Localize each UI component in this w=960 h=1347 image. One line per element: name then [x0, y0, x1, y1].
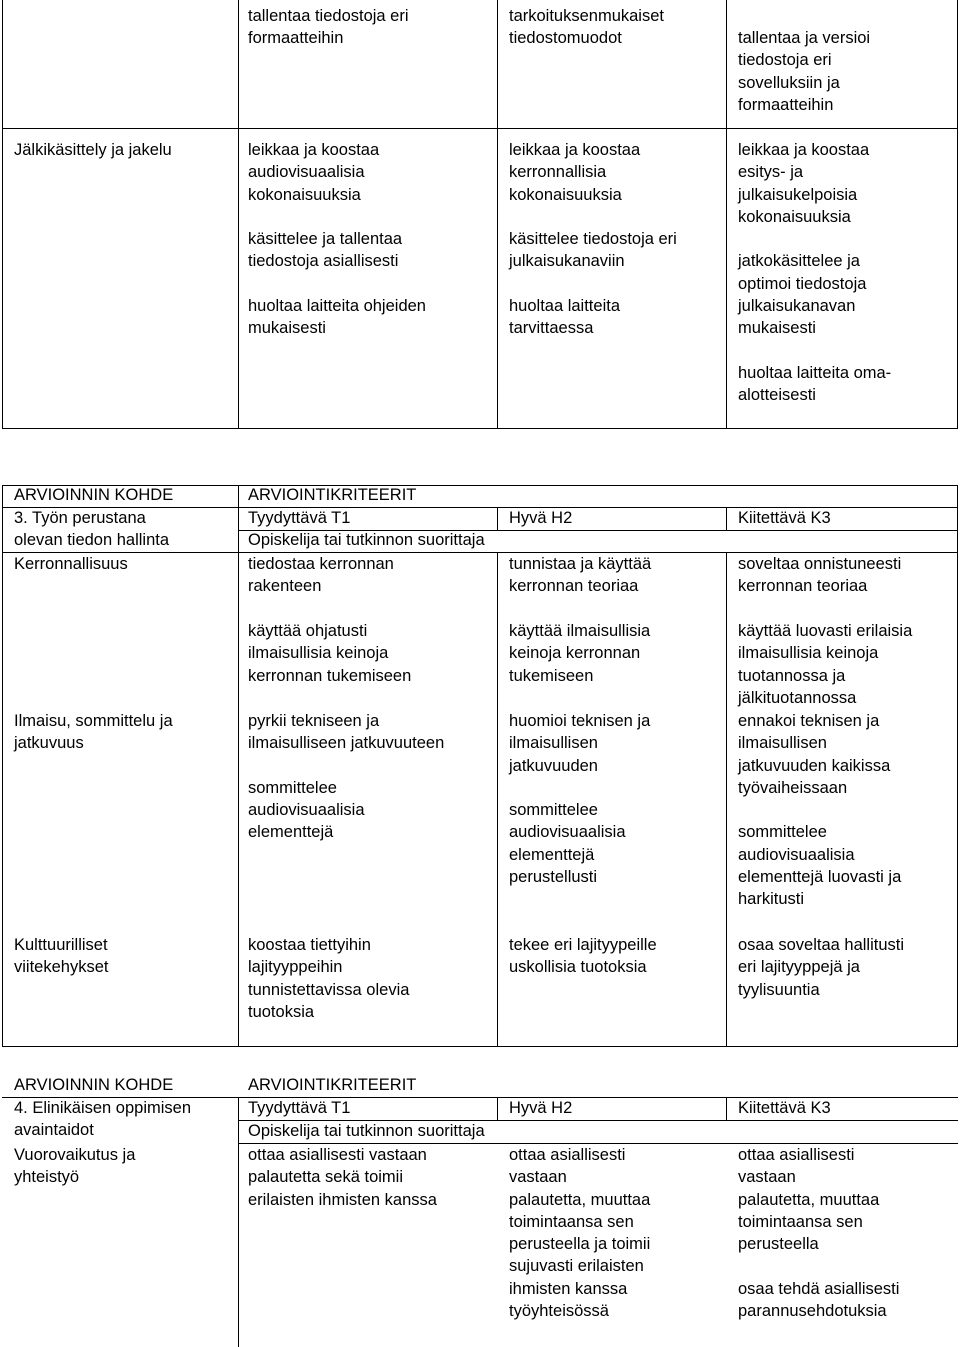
table-cell: käyttää ohjatusti ilmaisullisia keinoja kerronnan tukemiseen: [248, 622, 412, 685]
divider: [2, 485, 3, 1047]
table-cell: käyttää ilmaisullisia keinoja kerronnan tukemiseen: [509, 622, 651, 685]
divider: [957, 0, 958, 429]
table-cell: käyttää luovasti erilaisia ilmaisullisia keinoja tuotannossa ja jälkituotannossa: [738, 622, 913, 707]
table-cell: leikkaa ja koostaa kerronnallisia kokonaisuuksia käsittelee tiedostoja eri julkaisukanaviin huoltaa laitteita tarvittaessa: [509, 141, 677, 338]
table-cell: ennakoi teknisen ja ilmaisullisen jatkuvuuden kaikissa työvaiheissaan sommittelee audiovisuaalisia elementtejä luovasti ja harkitusti: [738, 712, 902, 909]
divider: [238, 485, 239, 1047]
grade-k3: Kiitettävä K3: [738, 509, 831, 527]
table-cell: tiedostaa kerronnan rakenteen: [248, 555, 394, 596]
divider: [726, 552, 727, 1047]
section-title: 3. Työn perustana olevan tiedon hallinta: [14, 509, 170, 550]
divider: [726, 0, 727, 429]
grade-t1: Tyydyttävä T1: [248, 1099, 351, 1117]
row-label: Vuorovaikutus ja yhteistyö: [14, 1146, 136, 1187]
divider: [497, 552, 498, 1047]
divider: [957, 485, 958, 1047]
row-label: Ilmaisu, sommittelu ja jatkuvuus: [14, 712, 173, 753]
table-cell: koostaa tiettyihin lajityyppeihin tunnistettavissa olevia tuotoksia: [248, 936, 410, 1021]
table-cell: leikkaa ja koostaa esitys- ja julkaisukelpoisia kokonaisuuksia jatkokäsittelee ja optimoi tiedostoja julkaisukanavan mukaisesti huoltaa laitteita oma- alotteisesti: [738, 141, 892, 405]
header-target: ARVIOINNIN KOHDE: [14, 486, 174, 504]
divider: [497, 0, 498, 429]
table-cell: soveltaa onnistuneesti kerronnan teoriaa: [738, 555, 902, 596]
row-label: Jälkikäsittely ja jakelu: [14, 141, 172, 159]
divider: [2, 0, 3, 429]
table-cell: pyrkii tekniseen ja ilmaisulliseen jatkuvuuteen sommittelee audiovisuaalisia elementtejä: [248, 712, 445, 842]
table-cell: ottaa asiallisesti vastaan palautetta, muuttaa toimintaansa sen perusteella ja toimii sujuvasti erilaisten ihmisten kanssa työyhteisössä: [509, 1146, 651, 1321]
table-cell: ottaa asiallisesti vastaan palautetta sekä toimii erilaisten ihmisten kanssa: [248, 1146, 437, 1209]
grade-t1: Tyydyttävä T1: [248, 509, 351, 527]
table-cell: osaa soveltaa hallitusti eri lajityyppejä ja tyylisuuntia: [738, 936, 905, 999]
table-cell: ottaa asiallisesti vastaan palautetta, muuttaa toimintaansa sen perusteella osaa tehdä asiallisesti parannusehdotuksia: [738, 1146, 900, 1321]
student-label: Opiskelija tai tutkinnon suorittaja: [248, 1122, 485, 1140]
divider: [726, 507, 727, 531]
table-cell: tunnistaa ja käyttää kerronnan teoriaa: [509, 555, 652, 596]
table-cell: huomioi teknisen ja ilmaisullisen jatkuvuuden sommittelee audiovisuaalisia elementtejä perustellusti: [509, 712, 651, 887]
table-cell: tallentaa tiedostoja eri formaatteihin: [248, 7, 409, 48]
grade-h2: Hyvä H2: [509, 1099, 573, 1117]
divider: [2, 1046, 958, 1047]
row-label: Kulttuurilliset viitekehykset: [14, 936, 109, 977]
table-cell: tallentaa ja versioi tiedostoja eri sovelluksiin ja formaatteihin: [738, 29, 871, 114]
divider: [238, 1097, 239, 1347]
row-label: Kerronnallisuus: [14, 555, 128, 573]
divider: [726, 1097, 727, 1121]
section-title: 4. Elinikäisen oppimisen avaintaidot: [14, 1099, 192, 1140]
student-label: Opiskelija tai tutkinnon suorittaja: [248, 531, 485, 549]
divider: [238, 0, 239, 429]
header-criteria: ARVIOINTIKRITEERIT: [248, 1076, 417, 1094]
divider: [497, 1097, 498, 1121]
table-cell: leikkaa ja koostaa audiovisuaalisia kokonaisuuksia käsittelee ja tallentaa tiedostoja asiallisesti huoltaa laitteita ohjeiden mukaisesti: [248, 141, 426, 338]
divider: [2, 128, 958, 129]
header-criteria: ARVIOINTIKRITEERIT: [248, 486, 417, 504]
table-cell: tarkoituksenmukaiset tiedostomuodot: [509, 7, 664, 48]
divider: [497, 507, 498, 531]
divider: [2, 428, 958, 429]
grade-h2: Hyvä H2: [509, 509, 573, 527]
table-cell: tekee eri lajityypeille uskollisia tuotoksia: [509, 936, 657, 977]
header-target: ARVIOINNIN KOHDE: [14, 1076, 174, 1094]
grade-k3: Kiitettävä K3: [738, 1099, 831, 1117]
